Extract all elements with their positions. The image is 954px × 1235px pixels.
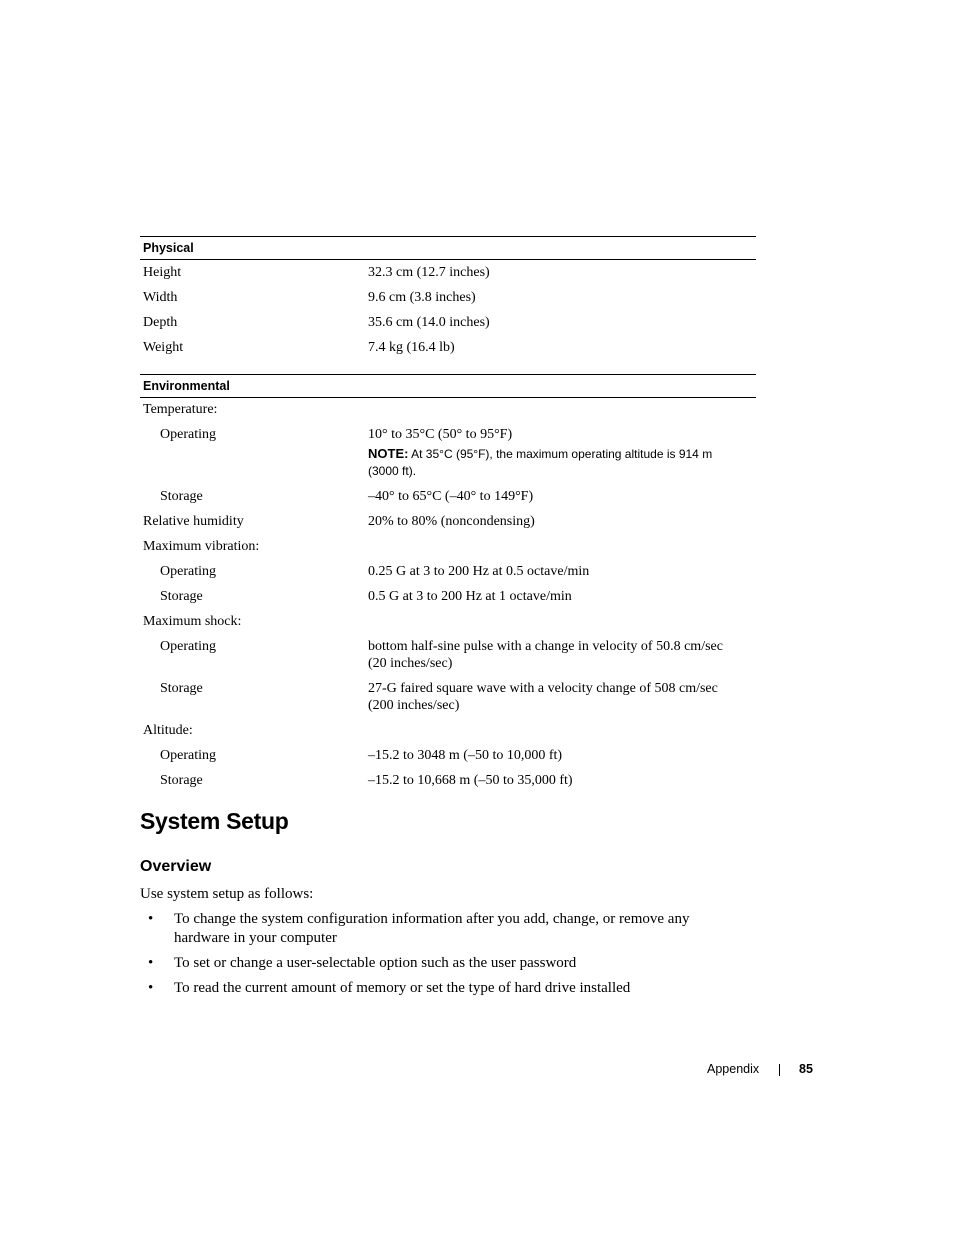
footer-divider: [779, 1064, 780, 1076]
list-item-text: To set or change a user-selectable option such as the user password: [174, 955, 577, 971]
row-label: Relative humidity: [143, 514, 244, 529]
note-text: At 35°C (95°F), the maximum operating altitude is 914 m: [411, 447, 713, 461]
section-title: System Setup: [140, 808, 289, 834]
row-value: –15.2 to 10,668 m (–50 to 35,000 ft): [368, 773, 573, 788]
page-footer: [707, 1062, 813, 1076]
page-number: 85: [799, 1062, 813, 1076]
environmental-heading: Environmental: [140, 374, 756, 398]
row-value: 10° to 35°C (50° to 95°F): [368, 427, 513, 442]
environmental-table: [140, 374, 756, 788]
row-label: Height: [143, 265, 182, 280]
row-label: Operating: [160, 639, 216, 654]
row-value: 7.4 kg (16.4 lb): [368, 340, 455, 355]
note-text-cont: (3000 ft).: [368, 464, 417, 478]
note: [368, 445, 738, 480]
value-line: (20 inches/sec): [368, 656, 453, 671]
value-line: (200 inches/sec): [368, 698, 460, 713]
row-value: 20% to 80% (noncondensing): [368, 514, 535, 529]
row-value: [368, 680, 738, 714]
row-label: Storage: [160, 681, 203, 696]
row-value: 0.25 G at 3 to 200 Hz at 0.5 octave/min: [368, 564, 590, 579]
row-label: Storage: [160, 773, 203, 788]
row-value: [368, 638, 738, 672]
value-line: 27-G faired square wave with a velocity change of 508 cm/sec: [368, 681, 718, 696]
list-item-text-cont: hardware in your computer: [174, 930, 337, 946]
value-line: bottom half-sine pulse with a change in velocity of 50.8 cm/sec: [368, 639, 723, 654]
row-label: Weight: [143, 340, 184, 355]
list-item-text: To change the system configuration information after you add, change, or remove any: [174, 911, 690, 927]
bullet-icon: •: [148, 911, 154, 927]
row-value: –15.2 to 3048 m (–50 to 10,000 ft): [368, 748, 563, 763]
list-item: [140, 979, 740, 998]
physical-heading: Physical: [140, 236, 756, 260]
row-label: Operating: [160, 748, 216, 763]
list-item: [140, 910, 740, 948]
list-item-text: To read the current amount of memory or set the type of hard drive installed: [174, 980, 631, 996]
section-subtitle: Overview: [140, 858, 212, 875]
row-value: 35.6 cm (14.0 inches): [368, 315, 490, 330]
row-label: Maximum vibration:: [143, 539, 260, 554]
row-label: Width: [143, 290, 178, 305]
row-label: Temperature:: [143, 402, 218, 417]
row-label: Altitude:: [143, 723, 193, 738]
note-label: NOTE:: [368, 446, 409, 461]
row-value: 9.6 cm (3.8 inches): [368, 290, 476, 305]
physical-table: [140, 236, 756, 355]
row-label: Maximum shock:: [143, 614, 242, 629]
row-label: Depth: [143, 315, 178, 330]
bullet-list: [140, 910, 740, 1004]
bullet-icon: •: [148, 980, 154, 996]
row-value: 32.3 cm (12.7 inches): [368, 265, 490, 280]
row-value: 0.5 G at 3 to 200 Hz at 1 octave/min: [368, 589, 572, 604]
bullet-icon: •: [148, 955, 154, 971]
list-item: [140, 954, 740, 973]
row-label: Operating: [160, 564, 216, 579]
row-label: Operating: [160, 427, 216, 442]
intro-text: Use system setup as follows:: [140, 886, 314, 902]
row-label: Storage: [160, 589, 203, 604]
row-value: –40° to 65°C (–40° to 149°F): [368, 489, 534, 504]
footer-chapter: Appendix: [707, 1062, 760, 1076]
row-label: Storage: [160, 489, 203, 504]
